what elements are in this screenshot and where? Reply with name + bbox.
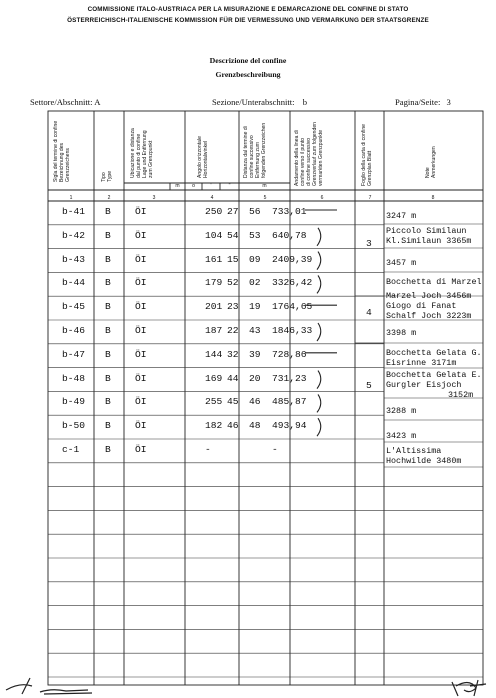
cell-boundary-mark: b-41 xyxy=(62,206,86,217)
unit-distance-m: m xyxy=(262,183,267,189)
cell-type: B xyxy=(105,325,111,336)
note-line: Bocchetta Gelata G. xyxy=(386,348,482,358)
note-line: Schalf Joch 3223m xyxy=(386,311,472,321)
map-sheet-4: 4 xyxy=(366,307,372,318)
cell-type: B xyxy=(105,229,111,241)
cell-boundary-mark: b-44 xyxy=(62,277,86,289)
cell-angle-minutes: 27 xyxy=(227,206,239,217)
cell-distance: 733,01 xyxy=(272,206,307,217)
note-line: Marzel Joch 3456m xyxy=(386,291,472,301)
cell-location: ÖI xyxy=(135,396,147,408)
cell-type: B xyxy=(105,396,111,408)
note-line: Bocchetta di Marzel xyxy=(386,277,482,287)
cell-angle-degrees: 255 xyxy=(205,396,223,408)
cell-location: ÖI xyxy=(135,206,147,217)
curved-line-mark xyxy=(317,228,321,246)
cell-angle-degrees: 161 xyxy=(205,253,223,265)
col-number-2: 2 xyxy=(107,195,111,201)
cell-boundary-mark: c-1 xyxy=(62,444,80,455)
col-header-type: Tipo Type xyxy=(101,170,113,182)
cell-angle-seconds: 02 xyxy=(249,277,261,289)
cell-angle-minutes: 44 xyxy=(227,372,239,384)
unit-seconds: " xyxy=(228,183,231,189)
map-sheet-3: 3 xyxy=(366,238,372,249)
cell-distance: 1846,33 xyxy=(272,325,313,336)
cell-angle-degrees: 144 xyxy=(205,348,223,360)
col-header-distance: Distanza dal termine di confine successivo Entfernung zum folgenden Grenzzeichen xyxy=(243,122,267,178)
cell-angle-minutes: 23 xyxy=(227,301,239,313)
title-italian: Descrizione del confine xyxy=(209,56,287,65)
cell-type: B xyxy=(105,420,111,432)
cell-location: ÖI xyxy=(135,348,147,360)
note-line: 3288 m xyxy=(386,406,417,416)
note-line: Bocchetta Gelata E. xyxy=(386,370,482,380)
cell-distance: 493,94 xyxy=(272,420,307,432)
cell-boundary-mark: b-46 xyxy=(62,325,86,336)
cell-type: B xyxy=(105,372,111,384)
cell-type: B xyxy=(105,253,111,265)
curved-line-mark xyxy=(317,323,321,341)
cell-boundary-mark: b-48 xyxy=(62,372,86,384)
cell-boundary-mark: b-42 xyxy=(62,229,86,241)
col-header-boundary-mark: Sigla del termine di confine Bezeichnung des Grenzzeichens xyxy=(53,120,71,182)
cell-distance: 731,23 xyxy=(272,372,307,384)
col-number-4: 4 xyxy=(210,195,214,201)
note-line: Eisrinne 3171m xyxy=(386,358,457,368)
title-german: Grenzbeschreibung xyxy=(215,70,281,79)
cell-angle-seconds: 56 xyxy=(249,206,261,217)
cell-location: ÖI xyxy=(135,325,147,336)
note-line: 3247 m xyxy=(386,211,417,221)
curved-line-mark xyxy=(317,394,321,412)
cell-angle-degrees: 169 xyxy=(205,372,223,384)
cell-angle-minutes: 52 xyxy=(227,277,239,289)
cell-angle-seconds: 48 xyxy=(249,420,261,432)
col-number-6: 6 xyxy=(320,195,324,201)
cell-location: ÖI xyxy=(135,229,147,241)
cell-location: ÖI xyxy=(135,253,147,265)
col-number-7: 7 xyxy=(368,195,372,201)
unit-degrees: o xyxy=(192,183,195,189)
cell-angle-seconds: 46 xyxy=(249,396,261,408)
cell-location: ÖI xyxy=(135,372,147,384)
cell-angle-minutes: 54 xyxy=(227,229,239,241)
cell-angle-minutes: 32 xyxy=(227,348,239,360)
cell-location: ÖI xyxy=(135,277,147,289)
col-header-notes: Note Anmerkungen xyxy=(425,146,437,178)
cell-type: B xyxy=(105,348,111,360)
sector-label: Settore/Abschnitt: xyxy=(30,97,93,107)
cell-angle-seconds: 19 xyxy=(249,301,261,313)
unit-minutes: ' xyxy=(210,183,212,189)
col-number-3: 3 xyxy=(152,195,156,201)
note-line: Giogo di Fanat xyxy=(386,301,457,311)
cell-angle-degrees: 201 xyxy=(205,301,223,313)
cell-angle-seconds: 20 xyxy=(249,372,261,384)
cell-angle-seconds: 09 xyxy=(249,253,261,265)
handwritten-initials-signature xyxy=(0,672,496,698)
note-line: Hochwilde 3480m xyxy=(386,456,462,466)
cell-distance: 728,86 xyxy=(272,348,307,360)
cell-distance: 485,87 xyxy=(272,396,307,408)
unit-location-m: m xyxy=(175,183,180,189)
header-line-2: ÖSTERREICHISCH-ITALIENISCHE KOMMISSION FÜR DIE VERMESSUNG UND VERMARKUNG DER STAATSGRENZE xyxy=(67,17,429,24)
cell-angle-minutes: 15 xyxy=(227,253,239,265)
cell-type: B xyxy=(105,206,111,217)
note-line: 3398 m xyxy=(386,328,417,338)
cell-angle-degrees: 187 xyxy=(205,325,223,336)
cell-angle-degrees: - xyxy=(205,444,211,455)
cell-angle-degrees: 104 xyxy=(205,229,223,241)
cell-angle-degrees: 250 xyxy=(205,206,223,217)
section-label: Sezione/Unterabschnitt: xyxy=(212,97,295,107)
header-line-1: COMMISSIONE ITALO-AUSTRIACA PER LA MISURAZIONE E DEMARCAZIONE DEL CONFINE DI STATO xyxy=(87,6,409,13)
note-line: 3152m xyxy=(448,390,474,400)
cell-distance: 3326,42 xyxy=(272,277,313,289)
note-line: Piccolo Similaun xyxy=(386,226,467,236)
note-line: 3457 m xyxy=(386,258,417,268)
cell-location: ÖI xyxy=(135,444,147,455)
cell-boundary-mark: b-49 xyxy=(62,396,86,408)
col-number-5: 5 xyxy=(263,195,267,201)
map-sheet-5: 5 xyxy=(366,380,372,391)
cell-angle-seconds: 53 xyxy=(249,229,261,241)
col-header-angle: Angolo orizzontale Horizontalwinkel xyxy=(197,136,209,178)
col-header-location: Ubicazione e distanza dal punto di confine Lage und Entfernung zum Grenzpunkt xyxy=(130,128,154,178)
cell-boundary-mark: b-43 xyxy=(62,253,86,265)
sector-value: A xyxy=(94,97,101,107)
cell-type: B xyxy=(105,277,111,289)
col-number-1: 1 xyxy=(69,195,73,201)
page-value: 3 xyxy=(446,97,451,107)
col-header-map-sheet: Foglio della carta di confine Grenzplan Blatt xyxy=(361,123,373,186)
col-number-8: 8 xyxy=(431,195,435,201)
curved-line-mark xyxy=(317,418,321,436)
cell-distance: 640,78 xyxy=(272,229,307,241)
cell-angle-degrees: 179 xyxy=(205,277,223,289)
cell-boundary-mark: b-47 xyxy=(62,348,86,360)
cell-boundary-mark: b-50 xyxy=(62,420,86,432)
cell-distance: - xyxy=(272,444,278,455)
cell-angle-seconds: 39 xyxy=(249,348,261,360)
cell-angle-seconds: 43 xyxy=(249,325,261,336)
note-line: 3423 m xyxy=(386,431,417,441)
cell-distance: 1764,65 xyxy=(272,301,313,313)
note-line: L'Altissima xyxy=(386,446,442,456)
cell-type: B xyxy=(105,301,111,313)
curved-line-mark xyxy=(317,252,321,270)
curved-line-mark xyxy=(317,371,321,389)
curved-line-mark xyxy=(317,275,321,293)
cell-location: ÖI xyxy=(135,301,147,313)
cell-boundary-mark: b-45 xyxy=(62,301,86,313)
cell-angle-degrees: 182 xyxy=(205,420,223,432)
note-line: Gurgler Eisjoch xyxy=(386,380,462,390)
cell-type: B xyxy=(105,444,111,455)
cell-angle-minutes: 45 xyxy=(227,396,239,408)
cell-angle-minutes: 22 xyxy=(227,325,239,336)
cell-location: ÖI xyxy=(135,420,147,432)
cell-angle-minutes: 46 xyxy=(227,420,239,432)
note-line: Kl.Similaun 3365m xyxy=(386,236,472,246)
page-label: Pagina/Seite: xyxy=(395,97,441,107)
cell-distance: 2409,39 xyxy=(272,253,313,265)
section-value: b xyxy=(302,97,308,107)
col-header-line-course: Andamento della linea di confine verso il punto di confine successivo Grenzverlauf zum folgenden vermarkten Grenzpunkte xyxy=(294,122,324,186)
